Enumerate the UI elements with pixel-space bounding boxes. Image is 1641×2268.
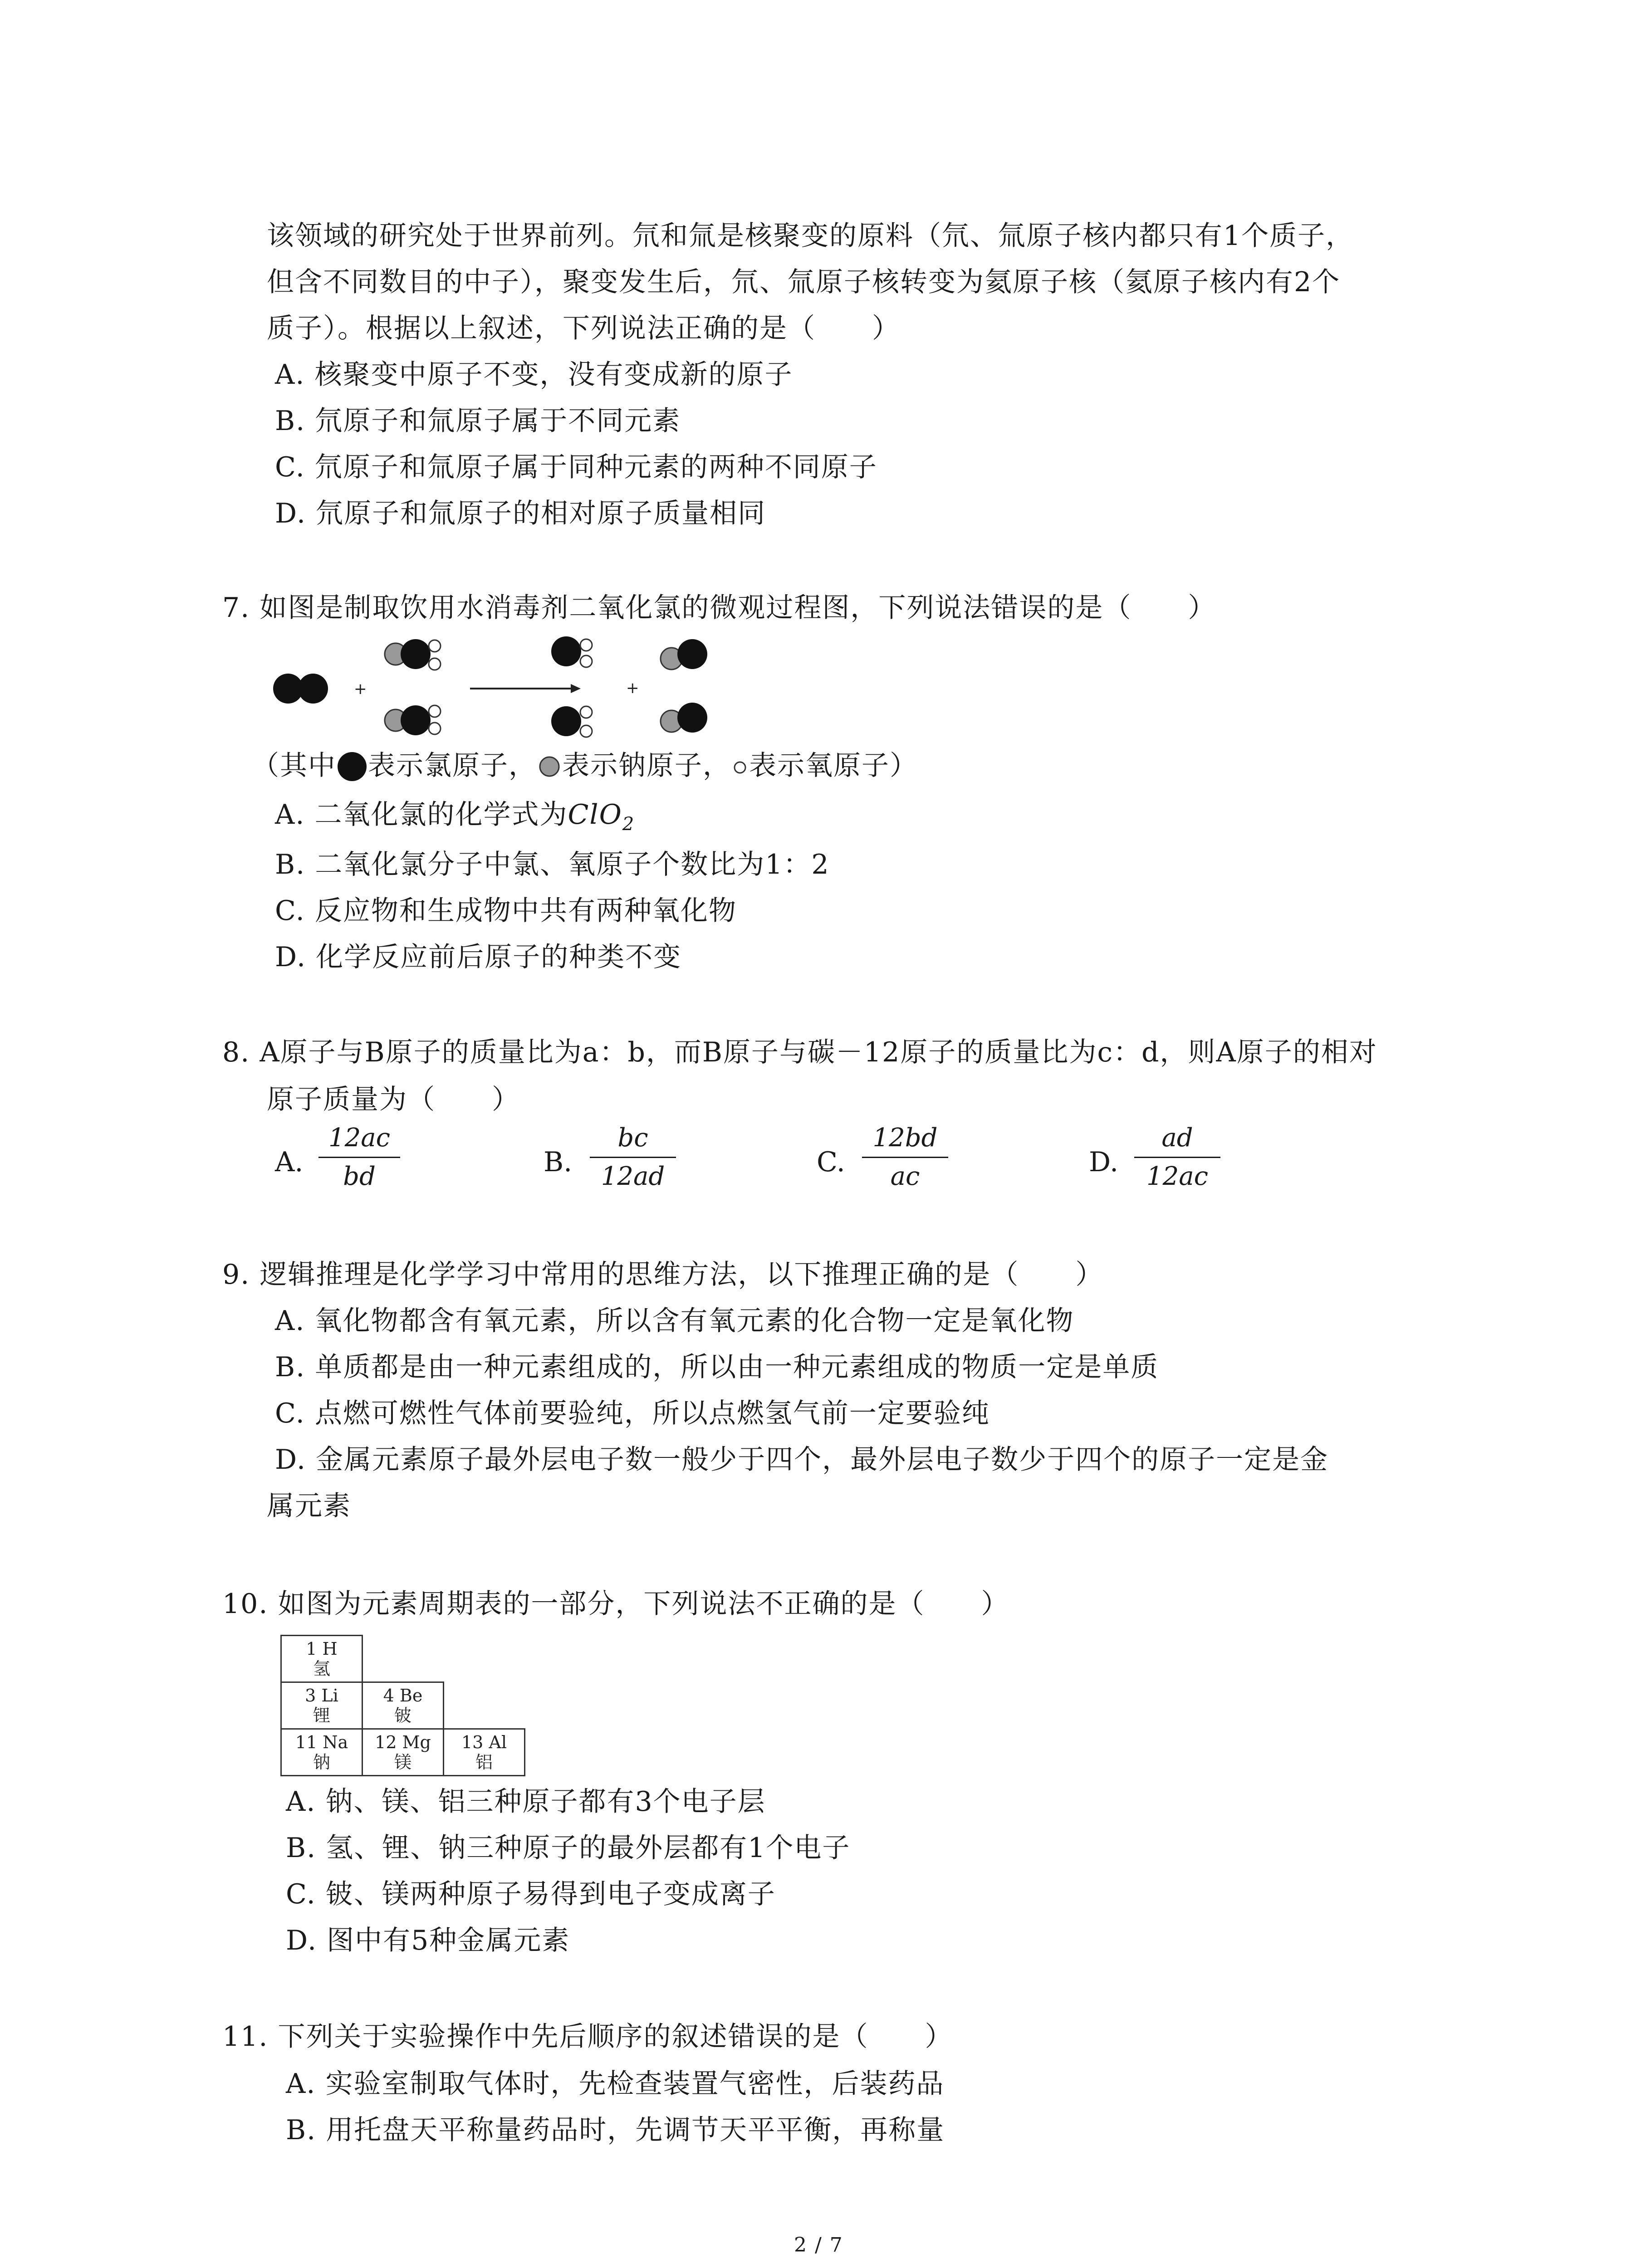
element-symbol: 13 Al [461, 1732, 507, 1752]
element-name: 铝 [475, 1752, 493, 1772]
q8-option-d-fraction [1134, 1122, 1220, 1193]
q10-option-d: D. 图中有5种金属元素 [286, 1925, 570, 1956]
intro-line-2: 但含不同数目的中子），聚变发生后，氘、氚原子核转变为氦原子核（氦原子核内有2个 [267, 266, 1341, 298]
q8-option-b-fraction [590, 1122, 676, 1193]
element-symbol: 11 Na [295, 1732, 348, 1752]
chlorine-molecule [273, 674, 328, 704]
element-cell-hydrogen [281, 1636, 362, 1682]
q8-option-b-label: B. [544, 1146, 573, 1178]
legend-oxygen: 表示氧原子） [749, 750, 918, 782]
plus-sign-1: + [354, 680, 367, 698]
sodium-chlorite-molecule-1 [385, 639, 441, 670]
reaction-arrow [470, 684, 581, 693]
q8-a-denominator: bd [343, 1162, 376, 1191]
element-name: 镁 [394, 1752, 411, 1772]
q7-option-a [275, 797, 635, 842]
sodium-chloride-molecule-2 [661, 703, 707, 733]
q8-d-denominator: 12ac [1146, 1162, 1208, 1191]
sodium-chloride-molecule-1 [661, 639, 707, 670]
q10-stem: 10. 如图为元素周期表的一部分，下列说法不正确的是（ ） [222, 1588, 1009, 1620]
legend-sodium: 表示钠原子， [562, 750, 731, 782]
q9-option-d-line-2: 属元素 [267, 1490, 351, 1522]
q7-legend [252, 748, 918, 784]
reaction-diagram [268, 635, 740, 744]
q8-option-c-label: C. [817, 1146, 845, 1178]
q10-option-c: C. 铍、镁两种原子易得到电子变成离子 [286, 1878, 776, 1910]
q8-b-denominator: 12ad [601, 1162, 665, 1191]
fraction-bar [1134, 1157, 1220, 1158]
chlorine-dioxide-molecule-2 [551, 706, 592, 737]
empty-cell [444, 1682, 525, 1729]
q7-stem: 7. 如图是制取饮用水消毒剂二氧化氯的微观过程图，下列说法错误的是（ ） [222, 592, 1216, 624]
q9-option-c: C. 点燃可燃性气体前要验纯，所以点燃氢气前一定要验纯 [275, 1398, 990, 1429]
fraction-bar [318, 1157, 400, 1158]
q8-stem-line-1: 8. A原子与B原子的质量比为a：b，而B原子与碳－12原子的质量比为c：d，则A原子的相对 [222, 1036, 1377, 1068]
legend-prefix: （其中 [252, 750, 336, 782]
q7-formula: ClO [568, 799, 622, 831]
intro-option-b: B. 氘原子和氚原子属于不同元素 [275, 405, 681, 437]
q7-option-d: D. 化学反应前后原子的种类不变 [275, 941, 682, 973]
chlorine-atom-icon [336, 749, 368, 781]
element-cell-magnesium [362, 1729, 444, 1776]
q7-formula-subscript: 2 [622, 814, 635, 835]
sodium-atom-icon [537, 753, 562, 778]
legend-chlorine: 表示氯原子， [368, 750, 537, 782]
plus-sign-2: + [626, 679, 639, 697]
empty-cell [362, 1636, 444, 1682]
fraction-bar [862, 1157, 948, 1158]
q10-option-b: B. 氢、锂、钠三种原子的最外层都有1个电子 [286, 1832, 851, 1864]
fraction-bar [590, 1157, 676, 1158]
intro-line-1: 该领域的研究处于世界前列。氘和氚是核聚变的原料（氘、氚原子核内都只有1个质子， [267, 220, 1354, 252]
q8-option-a-fraction [318, 1122, 400, 1193]
element-name: 铍 [394, 1706, 411, 1725]
q8-c-numerator: 12bd [872, 1123, 938, 1153]
q7-option-a-text: A. 二氧化氯的化学式为 [275, 799, 568, 831]
q8-stem-line-2: 原子质量为（ ） [267, 1084, 520, 1115]
intro-line-3: 质子）。根据以上叙述，下列说法正确的是（ ） [267, 313, 900, 344]
q8-option-c-fraction [862, 1122, 948, 1193]
element-cell-lithium [281, 1682, 362, 1729]
q10-option-a: A. 钠、镁、铝三种原子都有3个电子层 [286, 1786, 766, 1818]
q7-option-c: C. 反应物和生成物中共有两种氧化物 [275, 895, 737, 927]
q9-option-b: B. 单质都是由一种元素组成的，所以由一种元素组成的物质一定是单质 [275, 1351, 1159, 1383]
q9-stem: 9. 逻辑推理是化学学习中常用的思维方法，以下推理正确的是（ ） [222, 1259, 1104, 1290]
q8-a-numerator: 12ac [328, 1123, 390, 1153]
element-symbol: 1 H [306, 1639, 338, 1659]
q8-option-d-label: D. [1089, 1146, 1119, 1178]
sodium-chlorite-molecule-2 [385, 705, 441, 735]
element-symbol: 4 Be [383, 1686, 423, 1706]
element-symbol: 12 Mg [375, 1732, 431, 1752]
q8-b-numerator: bc [617, 1123, 648, 1153]
chlorine-dioxide-molecule-1 [551, 636, 592, 667]
q11-stem: 11. 下列关于实验操作中先后顺序的叙述错误的是（ ） [222, 2021, 953, 2053]
q8-d-numerator: ad [1161, 1123, 1193, 1153]
page-number: 2 / 7 [794, 2234, 843, 2257]
q8-option-a-label: A. [275, 1146, 304, 1178]
q9-option-d-line-1: D. 金属元素原子最外层电子数一般少于四个，最外层电子数少于四个的原子一定是金 [275, 1444, 1329, 1476]
q11-option-b: B. 用托盘天平称量药品时，先调节天平平衡，再称量 [286, 2114, 945, 2146]
element-cell-beryllium [362, 1682, 444, 1729]
element-symbol: 3 Li [305, 1686, 338, 1706]
element-name: 锂 [313, 1706, 330, 1725]
q11-option-a: A. 实验室制取气体时，先检查装置气密性，后装药品 [286, 2068, 945, 2100]
intro-option-d: D. 氘原子和氚原子的相对原子质量相同 [275, 498, 766, 529]
element-name: 氢 [313, 1659, 330, 1679]
element-cell-sodium [281, 1729, 362, 1776]
empty-cell [444, 1636, 525, 1682]
oxygen-atom-icon [731, 758, 749, 776]
q7-option-b: B. 二氧化氯分子中氯、氧原子个数比为1：2 [275, 849, 830, 880]
element-name: 钠 [313, 1752, 330, 1772]
intro-option-c: C. 氘原子和氚原子属于同种元素的两种不同原子 [275, 451, 877, 483]
element-cell-aluminum [444, 1729, 525, 1776]
q8-c-denominator: ac [890, 1162, 920, 1191]
q9-option-a: A. 氧化物都含有氧元素，所以含有氧元素的化合物一定是氧化物 [275, 1305, 1074, 1337]
periodic-table-fragment [280, 1635, 525, 1776]
intro-option-a: A. 核聚变中原子不变，没有变成新的原子 [275, 359, 793, 391]
